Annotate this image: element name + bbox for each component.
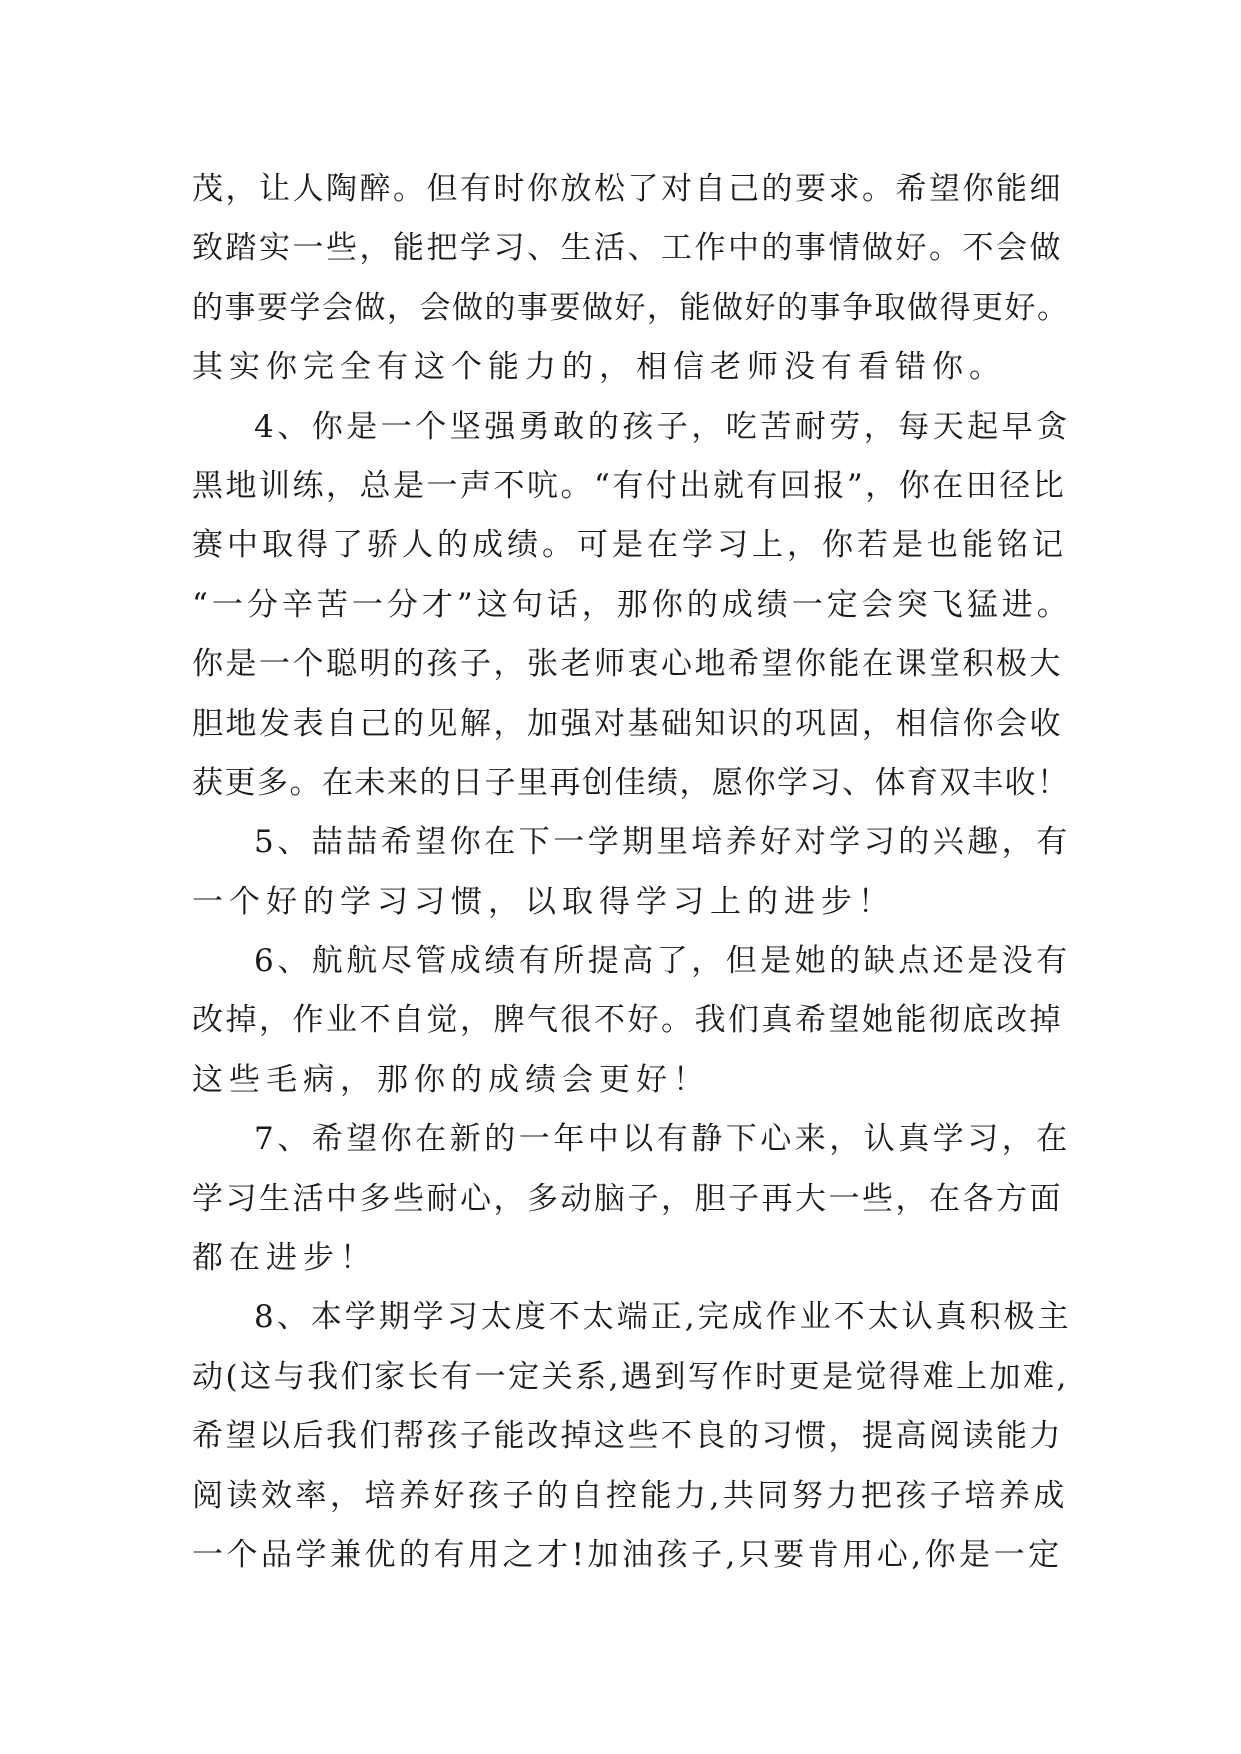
text-line: 其实你完全有这个能力的，相信老师没有看错你。 [192, 349, 1006, 386]
text-line: 茂，让人陶醉。但有时你放松了对自己的要求。希望你能细 [192, 171, 1063, 207]
text-line: 一个好的学习习惯，以取得学习上的进步！ [192, 883, 895, 920]
text-line: 动(这与我们家长有一定关系,遇到写作时更是觉得难上加难, [192, 1358, 1069, 1395]
text-line: 胆地发表自己的见解，加强对基础知识的巩固，相信你会收 [192, 705, 1063, 742]
text-line: “一分辛苦一分才”这句话，那你的成绩一定会突飞猛进。 [192, 586, 1072, 623]
text-line: 希望以后我们帮孩子能改掉这些不良的习惯，提高阅读能力 [192, 1418, 1063, 1455]
text-line: 学习生活中多些耐心，多动脑子，胆子再大一些，在各方面 [192, 1180, 1063, 1217]
text-line: 致踏实一些，能把学习、生活、工作中的事情做好。不会做 [192, 230, 1063, 267]
text-line: 获更多。在未来的日子里再创佳绩，愿你学习、体育双丰收！ [192, 764, 1070, 801]
text-line: 的事要学会做，会做的事要做好，能做好的事争取做得更好。 [192, 289, 1070, 326]
paragraph-4-start: 4、你是一个坚强勇敢的孩子，吃苦耐劳，每天起早贪 [254, 408, 1071, 445]
text-line: 阅读效率，培养好孩子的自控能力,共同努力把孩子培养成 [192, 1477, 1068, 1514]
text-line: 你是一个聪明的孩子，张老师衷心地希望你能在课堂积极大 [192, 646, 1063, 683]
document-body [192, 160, 1072, 1585]
paragraph-7-start: 7、希望你在新的一年中以有静下心来，认真学习，在 [254, 1121, 1071, 1158]
text-line: 赛中取得了骄人的成绩。可是在学习上，你若是也能铭记 [192, 527, 1067, 564]
text-line: 这些毛病，那你的成绩会更好！ [192, 1061, 710, 1098]
paragraph-6-start: 6、航航尽管成绩有所提高了，但是她的缺点还是没有 [254, 943, 1071, 980]
text-line: 都在进步！ [192, 1240, 377, 1277]
text-line: 黑地训练，总是一声不吭。“有付出就有回报”，你在田径比 [192, 467, 1067, 504]
paragraph-8-start: 8、本学期学习太度不太端正,完成作业不太认真积极主 [254, 1299, 1072, 1336]
text-line: 改掉，作业不自觉，脾气很不好。我们真希望她能彻底改掉 [192, 1002, 1063, 1039]
text-line: 一个品学兼优的有用之才!加油孩子,只要肯用心,你是一定 [192, 1536, 1063, 1573]
paragraph-5-start: 5、喆喆希望你在下一学期里培养好对学习的兴趣，有 [254, 824, 1071, 861]
